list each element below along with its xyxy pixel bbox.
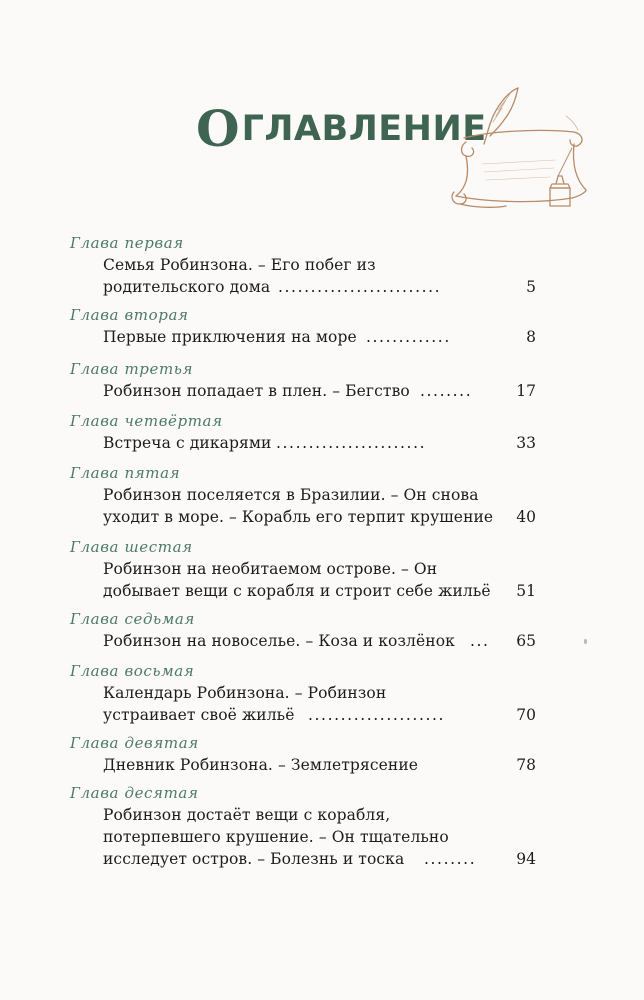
chapter-label: Глава седьмая <box>70 610 195 628</box>
chapter-title-line: Робинзон на необитаемом острове. – Он <box>103 560 438 578</box>
chapter-label: Глава третья <box>70 360 194 378</box>
page-number: 65 <box>516 632 536 650</box>
dot-leader: ........ <box>420 382 473 400</box>
chapter-label: Глава первая <box>70 234 184 252</box>
chapter-title-line: Робинзон поселяется в Бразилии. – Он снова <box>103 486 479 504</box>
chapter-title-line: Календарь Робинзона. – Робинзон <box>103 684 387 702</box>
title-initial: О <box>196 99 240 158</box>
chapter-title-line: родительского дома <box>103 278 271 296</box>
dot-leader: ............. <box>366 328 451 346</box>
chapter-title-line: добывает вещи с корабля и строит себе жильё <box>103 582 491 600</box>
chapter-label: Глава пятая <box>70 464 181 482</box>
page-number: 40 <box>516 508 536 526</box>
page-number: 78 <box>516 756 536 774</box>
chapter-title-line: устраивает своё жильё <box>103 706 295 724</box>
dot-leader: ..................... <box>308 706 446 724</box>
page-number: 94 <box>516 850 536 868</box>
dot-leader: ......................... <box>278 278 442 296</box>
paper-speck <box>584 639 587 644</box>
chapter-label: Глава вторая <box>70 306 189 324</box>
chapter-label: Глава девятая <box>70 734 199 752</box>
page-number: 8 <box>526 328 536 346</box>
page-number: 51 <box>516 582 536 600</box>
chapter-label: Глава десятая <box>70 784 199 802</box>
page-number: 33 <box>516 434 536 452</box>
chapter-title-line: Робинзон на новоселье. – Коза и козлёнок <box>103 632 455 650</box>
chapter-title-line: Первые приключения на море <box>103 328 357 346</box>
chapter-title-line: уходит в море. – Корабль его терпит крушение <box>103 508 494 526</box>
dot-leader: ... <box>470 632 490 650</box>
page-number: 70 <box>516 706 536 724</box>
chapter-title-line: Семья Робинзона. – Его побег из <box>103 256 376 274</box>
page-number: 5 <box>526 278 536 296</box>
chapter-label: Глава четвёртая <box>70 412 223 430</box>
chapter-title-line: исследует остров. – Болезнь и тоска <box>103 850 405 868</box>
page-title <box>196 99 487 158</box>
chapter-title-line: Встреча с дикарями <box>103 434 272 452</box>
chapter-title-line: Робинзон достаёт вещи с корабля, <box>103 806 391 824</box>
page-number: 17 <box>516 382 536 400</box>
chapter-label: Глава шестая <box>70 538 193 556</box>
chapter-label: Глава восьмая <box>70 662 195 680</box>
dot-leader: ........ <box>424 850 477 868</box>
dot-leader: ....................... <box>276 434 427 452</box>
chapter-title-line: потерпевшего крушение. – Он тщательно <box>103 828 449 846</box>
chapter-title-line: Дневник Робинзона. – Землетрясение <box>103 756 419 774</box>
chapter-title-line: Робинзон попадает в плен. – Бегство <box>103 382 410 400</box>
title-rest: ГЛАВЛЕНИЕ <box>241 108 487 149</box>
quill-scroll-inkwell-icon <box>446 80 596 212</box>
